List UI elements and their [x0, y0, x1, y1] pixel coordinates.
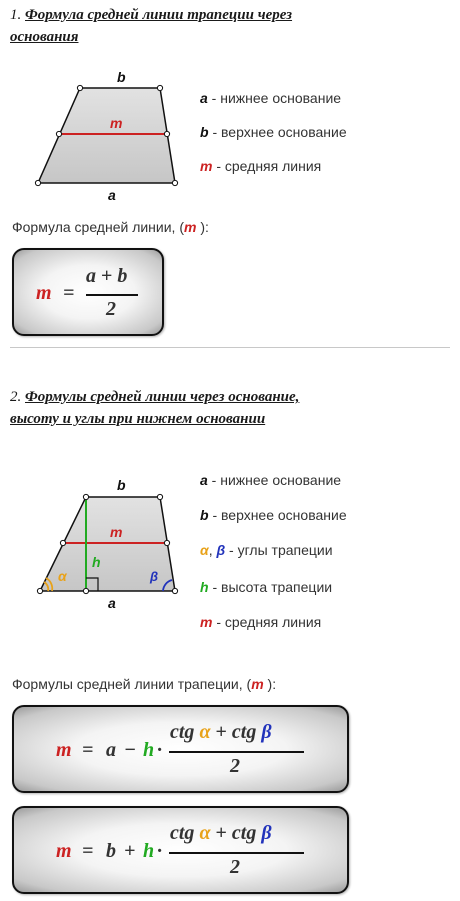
formula-label-1: Формула средней линии, (m ):	[12, 219, 209, 235]
formula-base: b	[106, 840, 116, 862]
legend-item	[200, 579, 332, 595]
vertex-dot	[37, 588, 42, 593]
formula-lhs: m	[56, 840, 72, 862]
legend-symbol: a	[200, 90, 208, 106]
label-a: a	[108, 187, 116, 203]
legend-text: - углы трапеции	[225, 542, 333, 558]
label-alpha: α	[58, 568, 67, 584]
legend-item	[200, 124, 347, 140]
formula-base: a	[106, 739, 116, 761]
vertex-dot	[172, 588, 177, 593]
formula-h: h	[143, 739, 155, 761]
legend-item	[200, 507, 347, 523]
legend-symbol: a	[200, 472, 208, 488]
vertex-dot	[35, 180, 40, 185]
vertex-dot	[157, 494, 162, 499]
section1-number: 1.	[10, 7, 22, 23]
label-m: m	[110, 524, 123, 540]
formula-numerator: ctg α + ctg β	[170, 822, 272, 844]
fraction-line	[169, 751, 304, 753]
legend-symbol: m	[200, 158, 213, 174]
midpoint-dot	[164, 540, 169, 545]
formula-label-2: Формулы средней линии трапеции, (m ):	[12, 676, 277, 692]
formula-numerator: a + b	[86, 265, 128, 287]
trapezoid-diagram-1	[30, 62, 190, 204]
legend-text: - высота трапеции	[208, 579, 333, 595]
formula-denominator: 2	[230, 856, 240, 878]
legend-item: α, β - углы трапеции	[200, 542, 333, 558]
midpoint-dot	[60, 540, 65, 545]
foot-dot	[83, 588, 88, 593]
formula-box-3	[12, 806, 349, 894]
formula-label-symbol: m	[251, 676, 264, 692]
legend-text: - средняя линия	[212, 158, 322, 174]
formula-denominator: 2	[106, 298, 116, 320]
label-beta: β	[150, 569, 159, 584]
fraction-line	[86, 294, 138, 296]
vertex-dot	[157, 85, 162, 90]
vertex-dot	[77, 85, 82, 90]
section2-title-line2: высоту и углы при нижнем основании	[10, 411, 266, 427]
legend-item	[200, 90, 341, 106]
vertex-dot	[172, 180, 177, 185]
legend-text: - нижнее основание	[207, 472, 342, 488]
label-a: a	[108, 595, 116, 611]
formula-numerator: ctg α + ctg β	[170, 721, 272, 743]
section2-title-line1: Формулы средней линии через основание,	[25, 389, 300, 405]
formula-op: −	[124, 739, 137, 761]
formula-lhs: m	[56, 739, 72, 761]
section-divider	[10, 347, 450, 348]
legend-text: - верхнее основание	[208, 507, 347, 523]
formula-op: +	[124, 840, 136, 862]
formula-eq: =	[82, 840, 94, 862]
fraction-line	[169, 852, 304, 854]
vertex-dot	[83, 494, 88, 499]
section1-title	[10, 4, 450, 48]
trapezoid-diagram-2	[30, 472, 190, 614]
formula-dot: ·	[157, 840, 162, 862]
formula-lhs: m	[36, 282, 52, 304]
label-h: h	[92, 554, 101, 570]
section2-title	[10, 386, 450, 430]
legend-item	[200, 614, 321, 630]
label-b: b	[117, 69, 126, 85]
formula-h: h	[143, 840, 155, 862]
midpoint-dot	[164, 131, 169, 136]
legend-symbol-beta: β	[216, 542, 226, 558]
legend-symbol: m	[200, 614, 213, 630]
formula-label-symbol: m	[184, 219, 197, 235]
formula-box-1	[12, 248, 164, 336]
section1-title-line1: Формула средней линии трапеции через	[25, 7, 293, 23]
section2-number: 2.	[10, 389, 22, 405]
legend-text: - верхнее основание	[208, 124, 347, 140]
formula-box-2	[12, 705, 349, 793]
legend-item	[200, 158, 321, 174]
legend-text: - средняя линия	[212, 614, 322, 630]
formula-dot: ·	[157, 739, 162, 761]
formula-denominator: 2	[230, 755, 240, 777]
midpoint-dot	[56, 131, 61, 136]
legend-text: - нижнее основание	[207, 90, 342, 106]
legend-symbol: b	[200, 507, 209, 523]
legend-symbol-alpha: α	[200, 542, 209, 558]
section1-title-line2: основания	[10, 29, 79, 45]
formula-eq: =	[63, 282, 75, 304]
formula-eq: =	[82, 739, 94, 761]
label-b: b	[117, 477, 126, 493]
legend-symbol: h	[200, 579, 209, 595]
legend-symbol: b	[200, 124, 209, 140]
label-m: m	[110, 115, 123, 131]
legend-item	[200, 472, 341, 488]
